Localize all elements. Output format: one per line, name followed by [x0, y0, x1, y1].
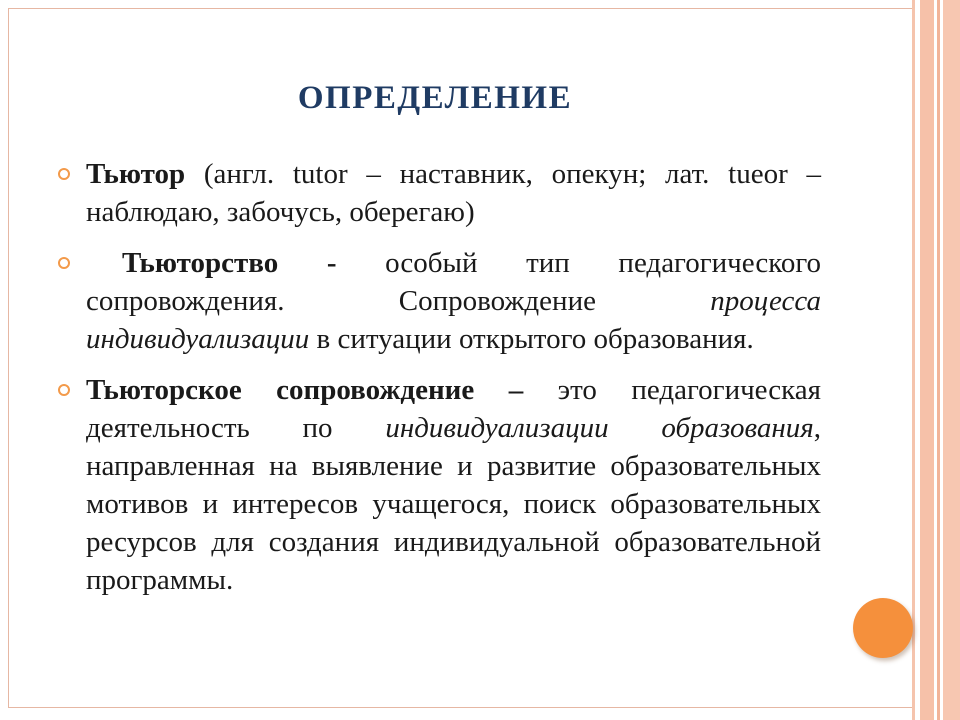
- bullet-item-tutorship: [55, 244, 821, 358]
- definition-text: в ситуации открытого образования.: [309, 323, 754, 355]
- bullet-circle-icon: [58, 168, 70, 180]
- decorative-orange-circle: [853, 598, 913, 658]
- bullet-circle-icon: [58, 257, 70, 269]
- term-tutor-support: Тьюторское сопровождение –: [86, 374, 524, 406]
- bullet-item-tutor: [55, 155, 821, 231]
- definition-italic: индивидуализации образования: [385, 412, 814, 444]
- stripe: [937, 0, 940, 720]
- bullet-item-tutor-support: [55, 371, 821, 599]
- definition-text: особый тип педагогического сопровождения. Сопровождение: [86, 247, 821, 317]
- decorative-stripes: [912, 0, 960, 720]
- bullet-circle-icon: [58, 384, 70, 396]
- definition-text: это педагогическая деятельность по: [86, 374, 821, 444]
- definition-text: (англ. tutor – наставник, опекун; лат. tueor – наблюдаю, забочусь, оберегаю): [86, 158, 821, 228]
- definition-italic: процесса индивидуализации: [86, 285, 821, 355]
- term-tutor: Тьютор: [86, 158, 186, 190]
- stripe: [912, 0, 915, 720]
- term-tutorship: Тьюторство -: [122, 247, 337, 279]
- slide-content: [55, 155, 821, 612]
- definition-text: , направленная на выявление и развитие образовательных мотивов и интересов учащегося, поиск образовательных ресурсов для создания индивидуальной образовательной программы.: [86, 412, 821, 596]
- stripe: [943, 0, 960, 720]
- stripe: [920, 0, 934, 720]
- slide-title: ОПРЕДЕЛЕНИЕ: [297, 80, 573, 116]
